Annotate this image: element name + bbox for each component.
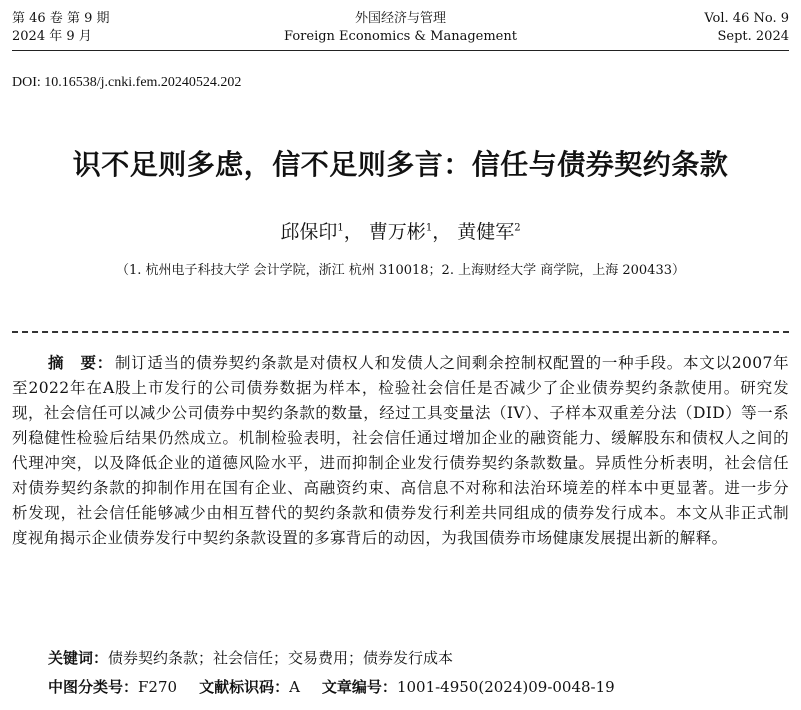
- abstract-label: 摘 要：: [48, 354, 113, 372]
- abstract: [12, 351, 789, 551]
- journal-name: [12, 10, 789, 46]
- journal-header: [12, 8, 789, 48]
- author-affil-mark: 2: [514, 222, 521, 234]
- doc-code-value: A: [289, 678, 300, 696]
- issue-date: 2024 年 9 月: [12, 29, 92, 44]
- issue-info-en: [704, 10, 789, 46]
- issue-date-en: Sept. 2024: [717, 29, 789, 44]
- clc-value: F270: [138, 678, 178, 696]
- article-number-value: 1001-4950(2024)09-0048-19: [396, 678, 615, 696]
- paper-title: 识不足则多虑，信不足则多言：信任与债券契约条款: [72, 148, 729, 181]
- dashed-divider: [12, 331, 789, 333]
- clc-label: 中图分类号：: [48, 678, 139, 696]
- journal-name-en: Foreign Economics & Management: [284, 29, 517, 44]
- article-number-label: 文章编号：: [321, 678, 397, 696]
- author-affil-mark: 1: [425, 222, 433, 234]
- keywords-label: 关键词：: [48, 649, 109, 667]
- keywords: [12, 647, 453, 668]
- classification-line: [12, 676, 615, 697]
- affiliations: （1. 杭州电子科技大学 会计学院，浙江 杭州 310018；2. 上海财经大学 商学院，上海 200433）: [116, 263, 685, 278]
- doi: DOI: 10.16538/j.cnki.fem.20240524.202: [12, 75, 242, 90]
- header-rule: [12, 50, 789, 51]
- volume-issue: 第 46 卷 第 9 期: [12, 11, 110, 26]
- doc-code-label: 文献标识码：: [199, 678, 290, 696]
- author-separator: ，: [432, 221, 452, 243]
- author-name: 黄健军: [457, 221, 515, 243]
- author-separator: ，: [343, 221, 363, 243]
- keywords-text: 债券契约条款；社会信任；交易费用；债券发行成本: [108, 649, 454, 667]
- author-name: 邱保印: [280, 221, 338, 243]
- journal-name-cn: 外国经济与管理: [354, 11, 446, 26]
- author-affil-mark: 1: [337, 222, 344, 234]
- volume-issue-en: Vol. 46 No. 9: [704, 11, 789, 26]
- author-list: [0, 217, 801, 244]
- author-name: 曹万彬: [368, 221, 426, 243]
- abstract-text: 制订适当的债券契约条款是对债权人和发债人之间剩余控制权配置的一种手段。本文以2007年至2022年在A股上市发行的公司债券数据为样本，检验社会信任是否减少了企业债券契约条款使用。研究发现，社会信任可以减少公司债券中契约条款的数量，经过工具变量法（IV）、子样本双重差分法（DID）等一系列稳健性检验后结果仍然成立。机制检验表明，社会信任通过增加企业的融资能力、缓解股东和债权人之间的代理冲突，以及降低企业的道德风险水平，进而抑制企业发行债券契约条款数量。异质性分析表明，社会信任对债券契约条款的抑制作用在国有企业、高融资约束、高信息不对称和法治环境差的样本中更显著。进一步分析发现，社会信任能够减少由相互替代的契约条款和债券发行利差共同组成的债券发行成本。本文从非正式制度视角揭示企业债券发行中契约条款设置的多寡背后的动因，为我国债券市场健康发展提出新的解释。: [12, 354, 789, 547]
